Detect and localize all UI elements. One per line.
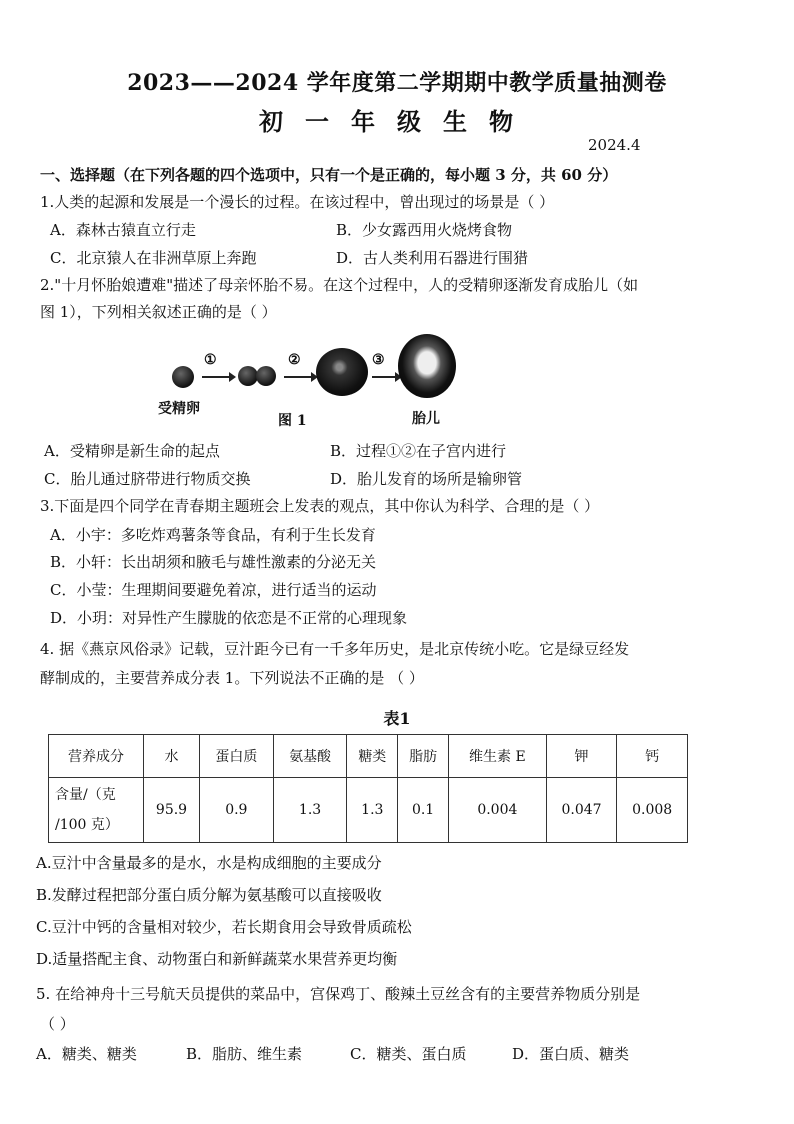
table-cell: 0.1 [398,778,449,843]
table-cell: 0.047 [546,778,617,843]
q3-option-b: B．小轩：长出胡须和腋毛与雄性激素的分泌无关 [50,553,377,571]
embryo-cluster-icon [316,348,368,396]
zygote-cell-icon [172,366,194,388]
exam-date: 2024.4 [588,136,641,154]
table-header-cell: 氨基酸 [273,735,347,778]
exam-subtitle: 初一年级生物 [259,107,535,136]
q5-answer-blank: （ ） [40,1015,75,1033]
q5-option-d: D．蛋白质、糖类 [512,1045,630,1063]
q1-option-a: A．森林古猿直立行走 [50,221,196,239]
figure-caption: 图 1 [278,413,307,429]
q1-stem: 1.人类的起源和发展是一个漫长的过程。在该过程中，曾出现过的场景是（ ） [40,193,555,211]
q4-option-b: B.发酵过程把部分蛋白质分解为氨基酸可以直接吸收 [36,886,382,904]
fetus-icon [398,334,456,398]
figure-1-development [150,338,470,430]
table-header-cell: 糖类 [347,735,398,778]
q5-option-a: A．糖类、糖类 [36,1045,137,1063]
table-cell: 0.004 [448,778,546,843]
table-header-cell: 蛋白质 [199,735,273,778]
table-header-cell: 钙 [617,735,688,778]
q2-stem-line1: 2."十月怀胎娘遭难"描述了母亲怀胎不易。在这个过程中，人的受精卵逐渐发育成胎儿（如 [40,276,639,294]
q2-option-a: A．受精卵是新生命的起点 [44,442,220,460]
step-2-label: ② [288,352,301,368]
table-row-label [49,778,144,843]
q2-option-c: C．胎儿通过脐带进行物质交换 [44,470,251,488]
q5-stem: 5. 在给神舟十三号航天员提供的菜品中，宫保鸡丁、酸辣土豆丝含有的主要营养物质分别是 [36,985,641,1003]
q3-option-d: D．小玥：对异性产生朦胧的依恋是不正常的心理现象 [50,609,408,627]
row-label-line2: /100 克） [55,817,119,833]
q4-option-a: A.豆汁中含量最多的是水，水是构成细胞的主要成分 [36,854,382,872]
row-label-line1: 含量/（克 [55,787,116,803]
table-header-cell: 营养成分 [49,735,144,778]
table-cell: 0.9 [199,778,273,843]
q3-stem: 3.下面是四个同学在青春期主题班会上发表的观点，其中你认为科学、合理的是（ ） [40,497,600,515]
arrow-icon [372,376,396,378]
section-heading: 一、选择题（在下列各题的四个选项中，只有一个是正确的，每小题 3 分，共 60 分） [40,166,618,184]
two-cell-stage-icon [238,366,258,386]
two-cell-stage-icon [256,366,276,386]
q5-option-c: C．糖类、蛋白质 [350,1045,467,1063]
q4-option-d: D.适量搭配主食、动物蛋白和新鲜蔬菜水果营养更均衡 [36,950,398,968]
q3-option-c: C．小莹：生理期间要避免着凉，进行适当的运动 [50,581,377,599]
table-cell: 0.008 [617,778,688,843]
table-header-cell: 脂肪 [398,735,449,778]
arrow-icon [202,376,230,378]
q1-option-c: C．北京猿人在非洲草原上奔跑 [50,249,257,267]
q4-stem-line2: 酵制成的，主要营养成分表 1。下列说法不正确的是 （ ） [40,669,424,687]
q2-stem-line2: 图 1），下列相关叙述正确的是（ ） [40,303,277,321]
table-cell: 95.9 [144,778,200,843]
q1-option-b: B．少女露西用火烧烤食物 [336,221,513,239]
arrow-icon [284,376,312,378]
table-header-cell: 水 [144,735,200,778]
table-cell: 1.3 [273,778,347,843]
table-caption: 表1 [383,709,411,728]
q5-option-b: B．脂肪、维生素 [186,1045,303,1063]
table-header-cell: 维生素 E [448,735,546,778]
label-zygote: 受精卵 [158,401,200,417]
exam-title: 2023——2024 学年度第二学期期中教学质量抽测卷 [127,70,667,96]
step-3-label: ③ [372,352,385,368]
q4-option-c: C.豆汁中钙的含量相对较少，若长期食用会导致骨质疏松 [36,918,412,936]
table-cell: 1.3 [347,778,398,843]
label-fetus: 胎儿 [412,411,440,427]
step-1-label: ① [204,352,217,368]
q2-option-b: B．过程①②在子宫内进行 [330,442,507,460]
nutrition-table [48,734,688,843]
table-header-cell: 钾 [546,735,617,778]
table-header-row [49,735,688,778]
table-row [49,778,688,843]
q2-option-d: D．胎儿发育的场所是输卵管 [330,470,523,488]
q3-option-a: A．小宇：多吃炸鸡薯条等食品，有利于生长发育 [50,526,376,544]
q4-stem-line1: 4. 据《燕京风俗录》记载，豆汁距今已有一千多年历史，是北京传统小吃。它是绿豆经发 [40,640,630,658]
q1-option-d: D．古人类利用石器进行围猎 [336,249,529,267]
